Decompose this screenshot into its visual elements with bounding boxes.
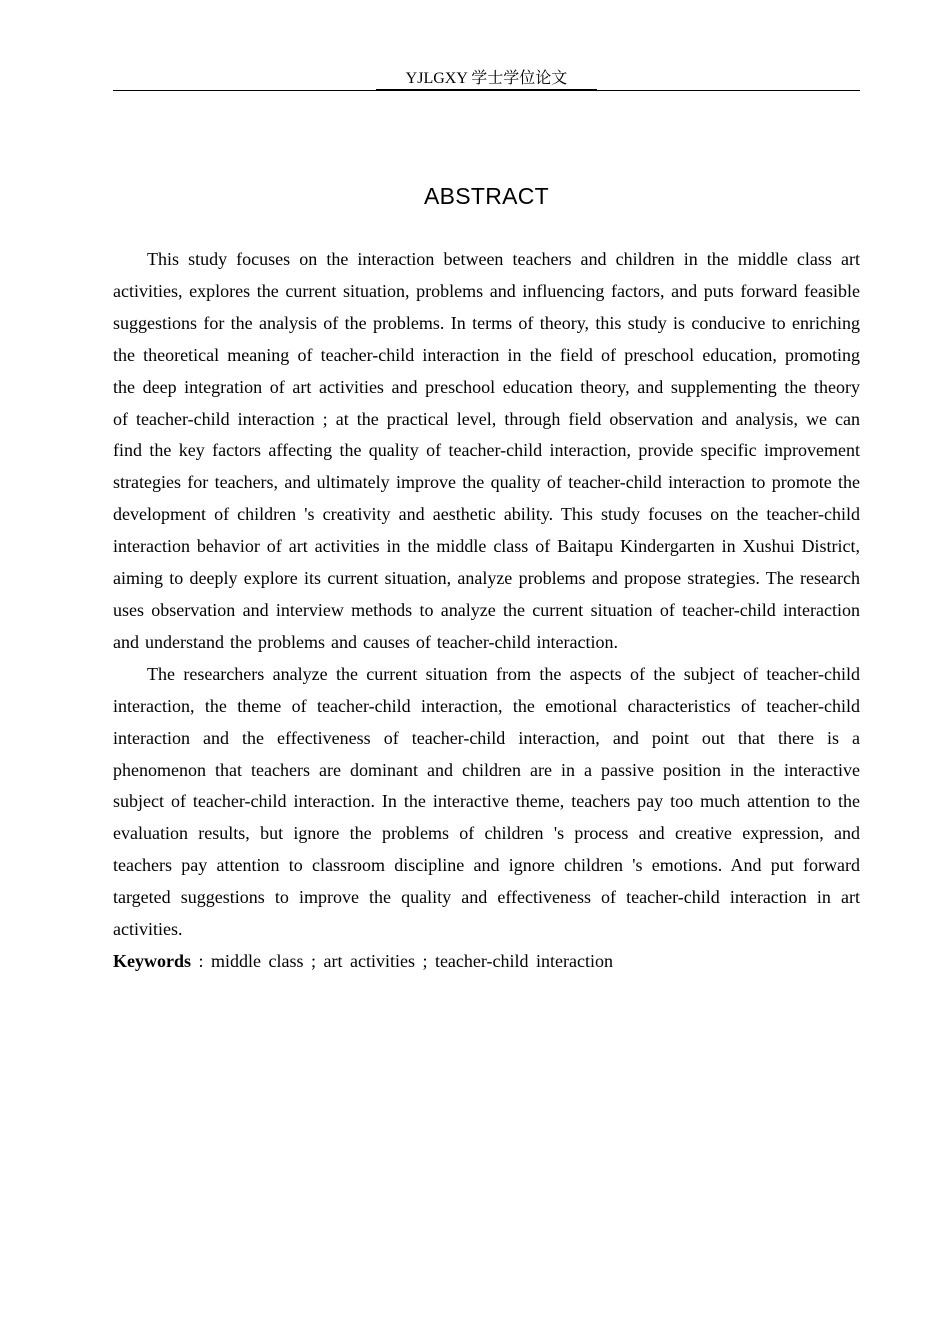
abstract-title: ABSTRACT: [423, 183, 550, 209]
keywords-line: [113, 946, 860, 978]
abstract-paragraph-1: This study focuses on the interaction between teachers and children in the middle class art activities, explores the current situation, problems and influencing factors, and puts forward feasible suggestions for the analysis of the problems. In terms of theory, this study is conducive to enriching the theoretical meaning of teacher-child interaction in the field of preschool education, promoting the deep integration of art activities and preschool education theory, and supplementing the theory of teacher-child interaction ; at the practical level, through field observation and analysis, we can find the key factors affecting the quality of teacher-child interaction, provide specific improvement strategies for teachers, and ultimately improve the quality of teacher-child interaction to promote the development of children 's creativity and aesthetic ability. This study focuses on the teacher-child interaction behavior of art activities in the middle class of Baitapu Kindergarten in Xushui District, aiming to deeply explore its current situation, analyze problems and propose strategies. The research uses observation and interview methods to analyze the current situation of teacher-child interaction and understand the problems and causes of teacher-child interaction.: [113, 249, 860, 652]
running-header: [113, 68, 860, 91]
keywords-text: : middle class ; art activities ; teacher-child interaction: [191, 950, 613, 971]
abstract-paragraph-2: The researchers analyze the current situation from the aspects of the subject of teacher-child interaction, the theme of teacher-child interaction, the emotional characteristics of teacher-child interaction and the effectiveness of teacher-child interaction, and point out that there is a phenomenon that teachers are dominant and children are in a passive position in the interactive subject of teacher-child interaction. In the interactive theme, teachers pay too much attention to the evaluation results, but ignore the problems of children 's process and creative expression, and teachers pay attention to classroom discipline and ignore children 's emotions. And put forward targeted suggestions to improve the quality and effectiveness of teacher-child interaction in art activities.: [113, 663, 860, 940]
running-header-title-text: YJLGXY 学士学位论文: [376, 69, 598, 90]
running-header-title: [113, 69, 860, 90]
keywords-label: Keywords: [113, 950, 191, 971]
abstract-body: [113, 244, 860, 978]
